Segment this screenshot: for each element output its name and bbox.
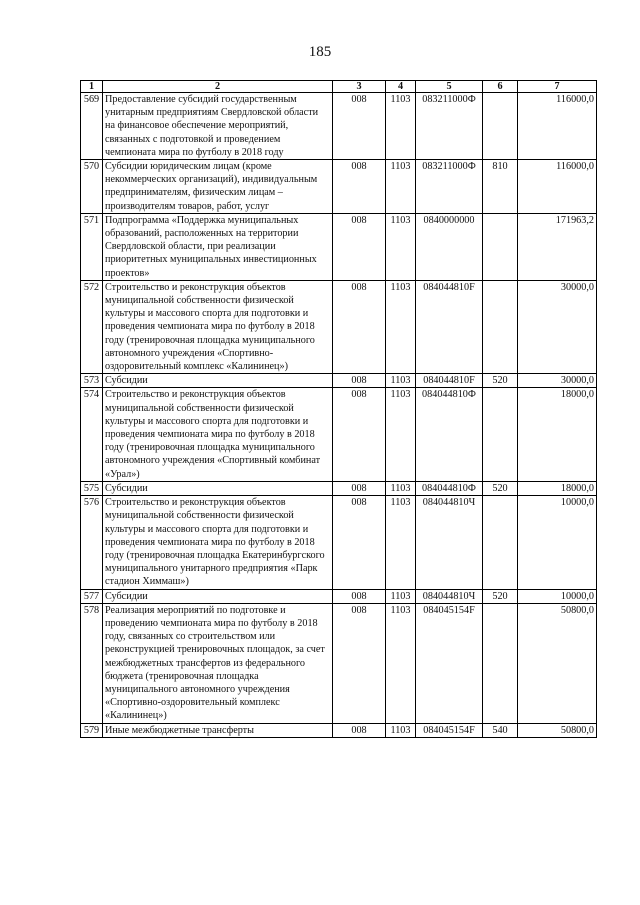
row-name: Подпрограмма «Поддержка муниципальных образований, расположенных на территории Свердловской области, при реализации приоритетных муниципальных инвестиционных проектов»: [103, 213, 333, 280]
row-name: Иные межбюджетные трансферты: [103, 723, 333, 737]
row-expense-type: [483, 280, 518, 373]
row-target-code: 0840000000: [416, 213, 483, 280]
row-target-code: 084044810F: [416, 280, 483, 373]
row-expense-type: [483, 93, 518, 160]
row-ministry-code: 008: [333, 496, 386, 589]
row-target-code: 084044810Ч: [416, 589, 483, 603]
row-number: 573: [81, 374, 103, 388]
table-row: [81, 374, 597, 388]
row-section-code: 1103: [386, 160, 416, 214]
row-name: Строительство и реконструкция объектов муниципальной собственности физической культуры и массового спорта для подготовки и проведения чемпионата мира по футболу в 2018 году (тренировочная площадка Екатеринбургского муниципального унитарного предприятия «Парк стадион Химмаш»): [103, 496, 333, 589]
table-row: [81, 213, 597, 280]
row-target-code: 083211000Ф: [416, 93, 483, 160]
header-col-1: 1: [81, 81, 103, 93]
row-number: 578: [81, 603, 103, 723]
row-target-code: 084045154F: [416, 723, 483, 737]
row-target-code: 083211000Ф: [416, 160, 483, 214]
table-row: [81, 388, 597, 481]
row-amount: 116000,0: [518, 160, 597, 214]
row-amount: 50800,0: [518, 723, 597, 737]
row-amount: 18000,0: [518, 481, 597, 495]
row-expense-type: [483, 213, 518, 280]
row-expense-type: [483, 388, 518, 481]
table-row: [81, 160, 597, 214]
table-row: [81, 481, 597, 495]
row-number: 571: [81, 213, 103, 280]
row-ministry-code: 008: [333, 603, 386, 723]
row-number: 574: [81, 388, 103, 481]
row-expense-type: 810: [483, 160, 518, 214]
row-target-code: 084045154F: [416, 603, 483, 723]
row-name: Субсидии: [103, 374, 333, 388]
row-expense-type: 520: [483, 481, 518, 495]
row-number: 577: [81, 589, 103, 603]
row-name: Субсидии: [103, 481, 333, 495]
table-row: [81, 603, 597, 723]
header-col-2: 2: [103, 81, 333, 93]
table-body: [81, 93, 597, 738]
row-target-code: 084044810Ф: [416, 388, 483, 481]
row-ministry-code: 008: [333, 388, 386, 481]
row-section-code: 1103: [386, 388, 416, 481]
row-amount: 30000,0: [518, 374, 597, 388]
row-section-code: 1103: [386, 374, 416, 388]
row-amount: 10000,0: [518, 589, 597, 603]
row-expense-type: [483, 603, 518, 723]
header-row: [81, 81, 597, 93]
row-name: Строительство и реконструкция объектов муниципальной собственности физической культуры и массового спорта для подготовки и проведения чемпионата мира по футболу в 2018 году (тренировочная площадка муниципального автономного учреждения «Спортивный комбинат «Урал»): [103, 388, 333, 481]
row-expense-type: 520: [483, 589, 518, 603]
row-number: 576: [81, 496, 103, 589]
row-name: Субсидии: [103, 589, 333, 603]
row-name: Реализация мероприятий по подготовке и проведению чемпионата мира по футболу в 2018 году, связанных со строительством или реконструкцией тренировочных площадок, за счет межбюджетных трансфертов из федерального бюджета (тренировочная площадка муниципального автономного учреждения «Спортивно-оздоровительный комплекс «Калининец»): [103, 603, 333, 723]
table-row: [81, 280, 597, 373]
row-section-code: 1103: [386, 280, 416, 373]
row-ministry-code: 008: [333, 589, 386, 603]
header-col-3: 3: [333, 81, 386, 93]
row-amount: 30000,0: [518, 280, 597, 373]
row-section-code: 1103: [386, 481, 416, 495]
row-number: 572: [81, 280, 103, 373]
header-col-6: 6: [483, 81, 518, 93]
budget-table: [80, 80, 597, 738]
row-expense-type: 540: [483, 723, 518, 737]
row-section-code: 1103: [386, 93, 416, 160]
row-section-code: 1103: [386, 589, 416, 603]
row-amount: 10000,0: [518, 496, 597, 589]
row-ministry-code: 008: [333, 160, 386, 214]
row-number: 575: [81, 481, 103, 495]
row-target-code: 084044810Ч: [416, 496, 483, 589]
row-ministry-code: 008: [333, 481, 386, 495]
row-amount: 50800,0: [518, 603, 597, 723]
row-amount: 116000,0: [518, 93, 597, 160]
row-ministry-code: 008: [333, 93, 386, 160]
row-number: 579: [81, 723, 103, 737]
row-name: Субсидии юридическим лицам (кроме некоммерческих организаций), индивидуальным предпринимателям, физическим лицам – производителям товаров, работ, услуг: [103, 160, 333, 214]
row-target-code: 084044810Ф: [416, 481, 483, 495]
header-col-5: 5: [416, 81, 483, 93]
row-expense-type: 520: [483, 374, 518, 388]
header-col-7: 7: [518, 81, 597, 93]
table-row: [81, 93, 597, 160]
header-col-4: 4: [386, 81, 416, 93]
row-target-code: 084044810F: [416, 374, 483, 388]
row-section-code: 1103: [386, 213, 416, 280]
row-name: Строительство и реконструкция объектов муниципальной собственности физической культуры и массового спорта для подготовки и проведения чемпионата мира по футболу в 2018 году (тренировочная площадка муниципального автономного учреждения «Спортивно-оздоровительный комплекс «Калининец»): [103, 280, 333, 373]
page-number: 185: [308, 44, 332, 60]
table-row: [81, 589, 597, 603]
row-ministry-code: 008: [333, 374, 386, 388]
row-number: 569: [81, 93, 103, 160]
row-section-code: 1103: [386, 496, 416, 589]
row-ministry-code: 008: [333, 280, 386, 373]
row-section-code: 1103: [386, 603, 416, 723]
row-section-code: 1103: [386, 723, 416, 737]
row-number: 570: [81, 160, 103, 214]
row-ministry-code: 008: [333, 723, 386, 737]
row-name: Предоставление субсидий государственным унитарным предприятиям Свердловской области на финансовое обеспечение мероприятий, связанных с подготовкой и проведением чемпионата мира по футболу в 2018 году: [103, 93, 333, 160]
row-amount: 171963,2: [518, 213, 597, 280]
table-row: [81, 723, 597, 737]
row-ministry-code: 008: [333, 213, 386, 280]
row-expense-type: [483, 496, 518, 589]
row-amount: 18000,0: [518, 388, 597, 481]
table-row: [81, 496, 597, 589]
